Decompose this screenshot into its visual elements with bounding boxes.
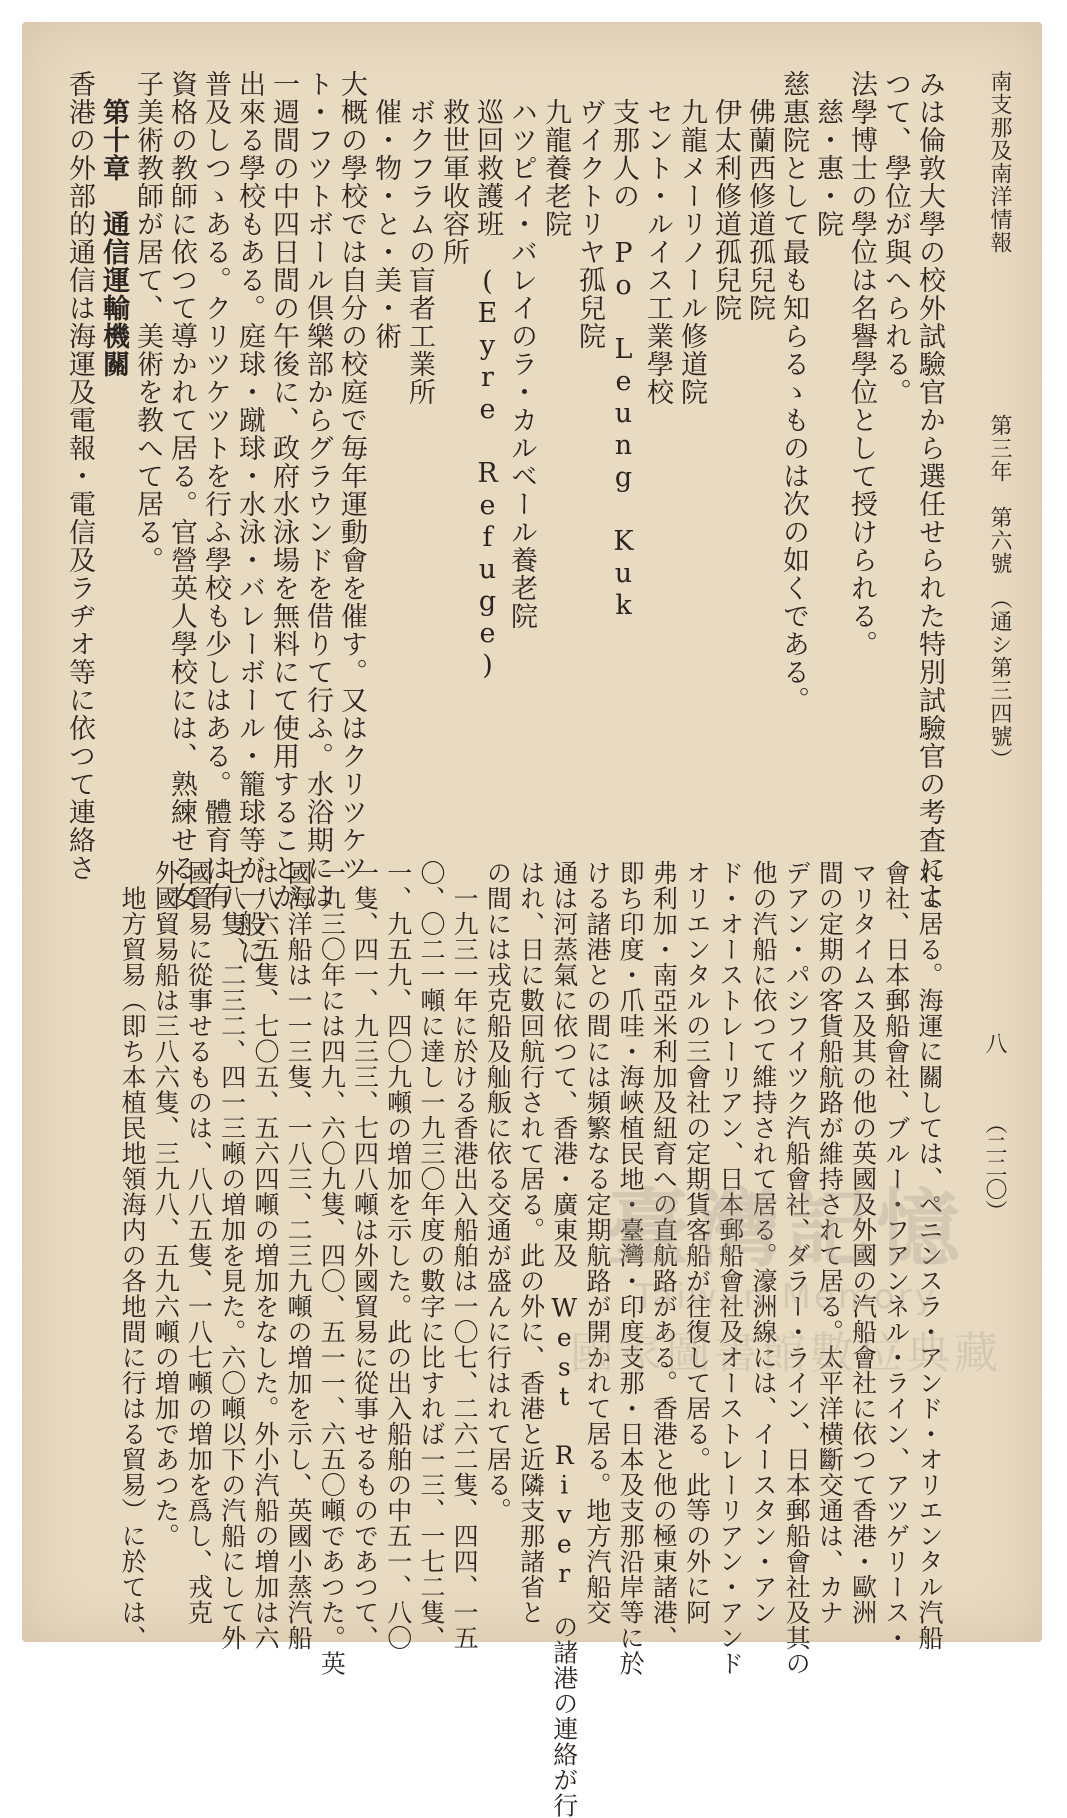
- issue-info: 第三年 第六號 （通シ第三四號）: [987, 414, 1012, 771]
- text-column: 〇、〇二一噸に達し一九三〇年度の數字に比すれば一三、一七二隻、: [416, 860, 446, 1651]
- journal-title: 南支那及南洋情報: [987, 70, 1012, 254]
- text-column: はれ、日に數回航行されて居る。此の外に、香港と近隣支那諸省と: [516, 860, 546, 1625]
- text-column: つて、學位が與へられる。: [880, 70, 911, 406]
- watermark-title: 臺灣記憶: [605, 1180, 966, 1278]
- text-column: は八六五隻、七〇五、五六四噸の増加をなした。外小汽船の増加は六: [250, 860, 280, 1651]
- text-column: 七八隻、二三二、四一三噸の増加を見た。六〇噸以下の汽船にして外: [217, 860, 247, 1651]
- issue-line: [984, 414, 1014, 794]
- watermark-subtitle: Taiwan Memory: [634, 1277, 938, 1317]
- text-column: 一九三一年に於ける香港出入船舶は一〇七、二六二隻、四四、一五: [450, 860, 480, 1651]
- page-number: [979, 1032, 1010, 1054]
- text-column: 催・物・と・美・術: [370, 70, 401, 350]
- text-column: 國海洋船は一一三隻、一八三、二三九噸の増加を示し、英國小蒸汽船: [284, 860, 314, 1651]
- text-column: デアン・パシフイツク汽船會社、ダラー・ライン、日本郵船會社及其の: [782, 860, 812, 1676]
- text-column: 即ち印度・爪哇・海峽植民地・臺灣・印度支那・日本及支那沿岸等に於: [616, 860, 646, 1676]
- text-column: 九龍メーリノール修道院: [676, 70, 707, 406]
- text-column: ボクフラムの盲者工業所: [404, 70, 435, 406]
- text-column: 香港の外部的通信は海運及電報・電信及ラヂオ等に依つて連絡さ: [64, 70, 95, 882]
- upper-text-block: [62, 70, 946, 966]
- text-column: の間には戎克船及舢舨に依る交通が盛んに行はれて居る。: [483, 860, 513, 1523]
- text-column: 地方貿易（即ち本植民地領海内の各地間に行はる貿易）に於ては、: [118, 860, 148, 1651]
- text-column: 佛蘭西修道孤兒院: [744, 70, 775, 322]
- text-column: 通は河蒸氣に依つて、香港・廣東及 West River の諸港の連絡が行: [549, 860, 579, 1818]
- text-column: 資格の教師に依つて導かれて居る。官營英人學校には、熟練せる女: [166, 70, 197, 910]
- text-column: ハツピイ・バレイのラ・カルベール養老院: [506, 70, 537, 630]
- text-column: 伊太利修道孤兒院: [710, 70, 741, 322]
- text-column: 第十章 通信運輸機關: [98, 70, 129, 378]
- text-column: 外國貿易船は三八六隻、三九八、五九六噸の増加であつた。: [151, 860, 181, 1549]
- text-column: 弗利加・南亞米利加及紐育への直航路がある。香港と他の極東諸港、: [649, 860, 679, 1651]
- text-column: 一隻、四一、九三三、七四八噸は外國貿易に從事せるものであつて、: [350, 860, 380, 1651]
- text-column: 救世軍收容所: [438, 70, 469, 266]
- watermark: [570, 1162, 1002, 1381]
- watermark-institution: 國家圖書館數位典藏: [570, 1328, 1002, 1379]
- serial-number-value: （二二〇）: [982, 1112, 1007, 1222]
- text-column: 子美術教師が居て、美術を教へて居る。: [132, 70, 163, 574]
- document-page: [22, 22, 1042, 1818]
- text-column: 大概の學校では自分の校庭で毎年運動會を催す。又はクリツケツ: [336, 70, 367, 882]
- text-column: マリタイムス及其の他の英國及外國の汽船會社に依つて香港・歐洲: [848, 860, 878, 1625]
- text-column: 慈・惠・院: [812, 70, 843, 238]
- text-column: 普及しつゝある。クリツケツトを行ふ學校も少しはある。體育は有: [200, 70, 231, 910]
- text-column: 他の汽船に依つて維持されて居る。濠洲線には、イースタン・アン: [748, 860, 778, 1625]
- text-column: ト・フツトボール倶樂部からグラウンドを借りて行ふ。水浴期には: [302, 70, 333, 910]
- text-column: みは倫敦大學の校外試驗官から選任せられた特別試驗官の考査によ: [914, 70, 945, 910]
- text-column: 會社、日本郵船會社、ブルー・フアンネル・ライン、アツゲリース・: [881, 860, 911, 1651]
- text-column: 法學博士の學位は名譽學位として授けられる。: [846, 70, 877, 658]
- text-column: 一週間の中四日間の午後に、政府水泳場を無料にて使用することが: [268, 70, 299, 910]
- text-column: 巡回救護班 (Eyre Refuge): [472, 70, 503, 682]
- text-column: ける諸港との間には頻繁なる定期航路が開かれて居る。地方汽船交: [582, 860, 612, 1625]
- text-column: ヴイクトリヤ孤兒院: [574, 70, 605, 350]
- text-column: 慈惠院として最も知らるゝものは次の如くである。: [778, 70, 809, 714]
- text-column: れて居る。海運に關しては、ペニンスラ・アンド・オリエンタル汽船: [915, 860, 944, 1651]
- text-column: 國貿易に從事せるものは、八八五隻、一八七噸の増加を爲し、戎克: [184, 860, 214, 1625]
- page-number-value: 八: [982, 1032, 1007, 1054]
- text-column: 支那人の Po Leung Kuk: [608, 70, 639, 622]
- text-column: 間の定期の客貨船航路が維持されて居る。太平洋横斷交通は、カナ: [815, 860, 845, 1625]
- text-column: セント・ルイス工業學校: [642, 70, 673, 406]
- text-column: 一九三〇年には四九、六〇九隻、四〇、五一一、六五〇噸であつた。英: [317, 860, 347, 1676]
- text-column: 出來る學校もある。庭球・蹴球・水泳・バレーボール・籠球等が一般に: [234, 70, 265, 966]
- text-column: 九龍養老院: [540, 70, 571, 238]
- text-column: オリエンタルの三會社の定期貨客船が往復して居る。此等の外に阿: [682, 860, 712, 1625]
- text-column: 一、九五九、四〇九噸の増加を示した。此の出入船舶の中五一、八〇: [383, 860, 413, 1651]
- text-column: ド・オーストレーリアン、日本郵船會社及オーストレーリアン・アンド: [715, 860, 745, 1676]
